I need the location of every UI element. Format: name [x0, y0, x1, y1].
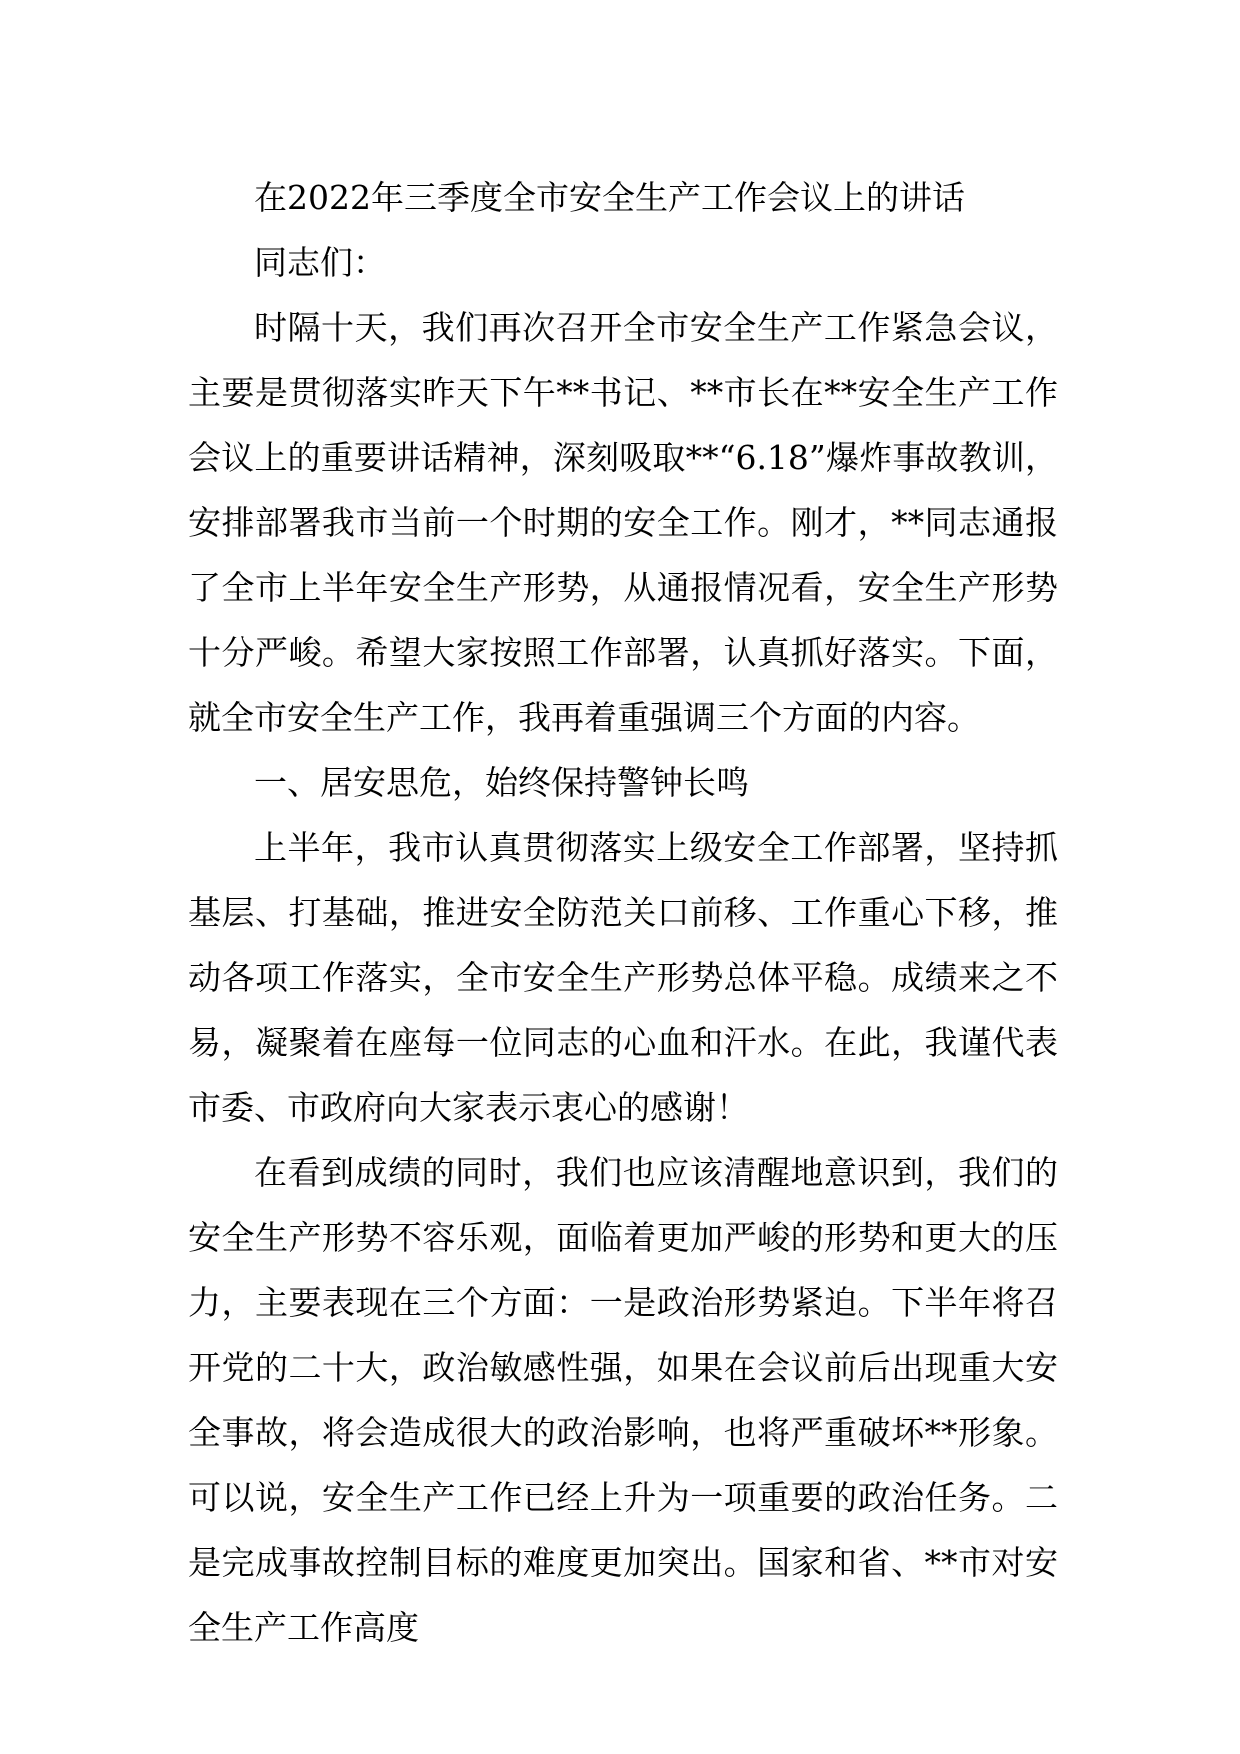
document-body — [188, 165, 1058, 1660]
paragraph-challenges: 在看到成绩的同时，我们也应该清醒地意识到，我们的安全生产形势不容乐观，面临着更加严峻的形势和更大的压力，主要表现在三个方面：一是政治形势紧迫。下半年将召开党的二十大，政治敏感性强，如果在会议前后出现重大安全事故，将会造成很大的政治影响，也将严重破坏**形象。可以说，安全生产工作已经上升为一项重要的政治任务。二是完成事故控制目标的难度更加突出。国家和省、**市对安全生产工作高度 — [188, 1153, 1058, 1647]
paragraph-intro: 时隔十天，我们再次召开全市安全生产工作紧急会议，主要是贯彻落实昨天下午**书记、**市长在**安全生产工作会议上的重要讲话精神，深刻吸取**“6.18”爆炸事故教训，安排部署我市当前一个时期的安全工作。刚才，**同志通报了全市上半年安全生产形势，从通报情况看，安全生产形势十分严峻。希望大家按照工作部署，认真抓好落实。下面，就全市安全生产工作，我再着重强调三个方面的内容。 — [188, 308, 1058, 737]
paragraph-achievements: 上半年，我市认真贯彻落实上级安全工作部署，坚持抓基层、打基础，推进安全防范关口前移、工作重心下移，推动各项工作落实，全市安全生产形势总体平稳。成绩来之不易，凝聚着在座每一位同志的心血和汗水。在此，我谨代表市委、市政府向大家表示衷心的感谢！ — [188, 828, 1058, 1127]
document-title: 在2022年三季度全市安全生产工作会议上的讲话 — [254, 178, 965, 217]
salutation: 同志们： — [254, 243, 386, 282]
section-heading: 一、居安思危，始终保持警钟长鸣 — [254, 763, 749, 802]
